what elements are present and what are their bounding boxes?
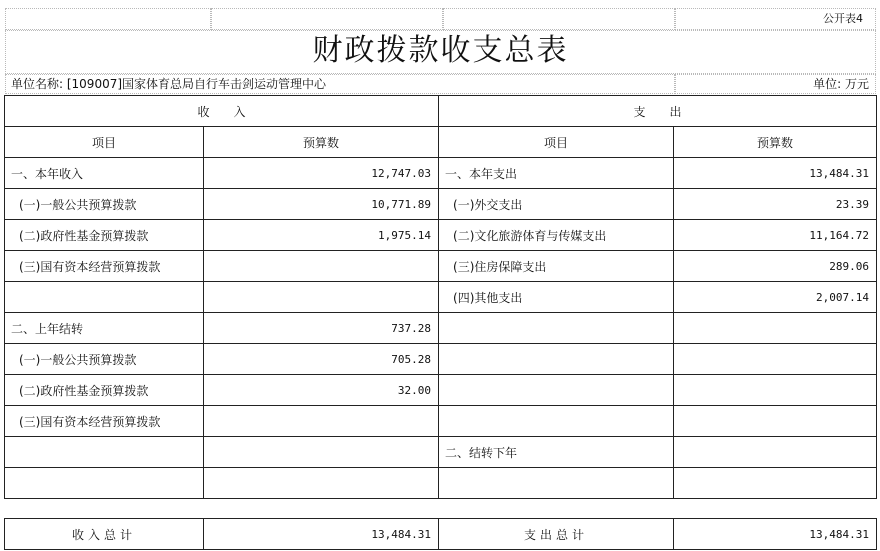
table-row: [5, 282, 877, 313]
income-value: [204, 282, 439, 313]
expense-value: 11,164.72: [674, 220, 877, 251]
expense-item: (一)外交支出: [439, 189, 674, 220]
expense-value: [674, 375, 877, 406]
table-row: [5, 375, 877, 406]
table-row: [5, 220, 877, 251]
income-item: [5, 437, 204, 468]
income-item: (一)一般公共预算拨款: [5, 189, 204, 220]
table-row: [5, 468, 877, 499]
expense-item: (二)文化旅游体育与传媒支出: [439, 220, 674, 251]
expense-item: 二、结转下年: [439, 437, 674, 468]
section-header-row: [5, 96, 877, 127]
unit-name: 单位名称: [109007]国家体育总局自行车击剑运动管理中心: [5, 74, 675, 94]
income-value: [204, 251, 439, 282]
income-value: [204, 468, 439, 499]
expense-value: [674, 406, 877, 437]
income-total-label: 收入总计: [5, 519, 204, 550]
expense-value: 23.39: [674, 189, 877, 220]
income-item: (一)一般公共预算拨款: [5, 344, 204, 375]
page-title: 财政拨款收支总表: [5, 30, 876, 74]
expense-budget-header: 预算数: [674, 127, 877, 158]
expense-value: 289.06: [674, 251, 877, 282]
table-row: [5, 313, 877, 344]
income-item: (三)国有资本经营预算拨款: [5, 251, 204, 282]
table-row: [5, 437, 877, 468]
table-row: [5, 344, 877, 375]
income-header: 收 入: [5, 96, 439, 127]
expense-total-label: 支出总计: [439, 519, 674, 550]
table-row: [5, 189, 877, 220]
income-item: (三)国有资本经营预算拨款: [5, 406, 204, 437]
expense-item: 一、本年支出: [439, 158, 674, 189]
income-value: [204, 406, 439, 437]
expense-value: [674, 344, 877, 375]
income-value: [204, 437, 439, 468]
income-budget-header: 预算数: [204, 127, 439, 158]
income-value: 32.00: [204, 375, 439, 406]
expense-value: [674, 468, 877, 499]
income-item: 二、上年结转: [5, 313, 204, 344]
expense-item: [439, 313, 674, 344]
income-value: 10,771.89: [204, 189, 439, 220]
expense-item: [439, 344, 674, 375]
income-value: 1,975.14: [204, 220, 439, 251]
column-header-row: [5, 127, 877, 158]
income-item: 一、本年收入: [5, 158, 204, 189]
income-item: [5, 468, 204, 499]
expense-item: [439, 375, 674, 406]
unit-measure: 单位: 万元: [675, 74, 876, 94]
expense-value: 13,484.31: [674, 158, 877, 189]
expense-value: [674, 437, 877, 468]
table-row: [5, 158, 877, 189]
income-item-header: 项目: [5, 127, 204, 158]
income-item: (二)政府性基金预算拨款: [5, 220, 204, 251]
expense-total-value: 13,484.31: [674, 519, 877, 550]
expense-item: (四)其他支出: [439, 282, 674, 313]
expense-item: (三)住房保障支出: [439, 251, 674, 282]
income-value: 705.28: [204, 344, 439, 375]
income-item: [5, 282, 204, 313]
totals-row: [5, 519, 877, 550]
grid-cell: [443, 8, 675, 30]
income-value: 737.28: [204, 313, 439, 344]
expense-value: [674, 313, 877, 344]
grid-cell: [5, 8, 211, 30]
table-row: [5, 251, 877, 282]
expense-header: 支 出: [439, 96, 877, 127]
grid-cell: [211, 8, 443, 30]
income-total-value: 13,484.31: [204, 519, 439, 550]
income-item: (二)政府性基金预算拨款: [5, 375, 204, 406]
expense-item-header: 项目: [439, 127, 674, 158]
form-code: 公开表4: [675, 8, 876, 30]
totals-table: [4, 518, 877, 550]
budget-table: [4, 95, 877, 499]
income-value: 12,747.03: [204, 158, 439, 189]
table-row: [5, 406, 877, 437]
expense-value: 2,007.14: [674, 282, 877, 313]
expense-item: [439, 468, 674, 499]
expense-item: [439, 406, 674, 437]
